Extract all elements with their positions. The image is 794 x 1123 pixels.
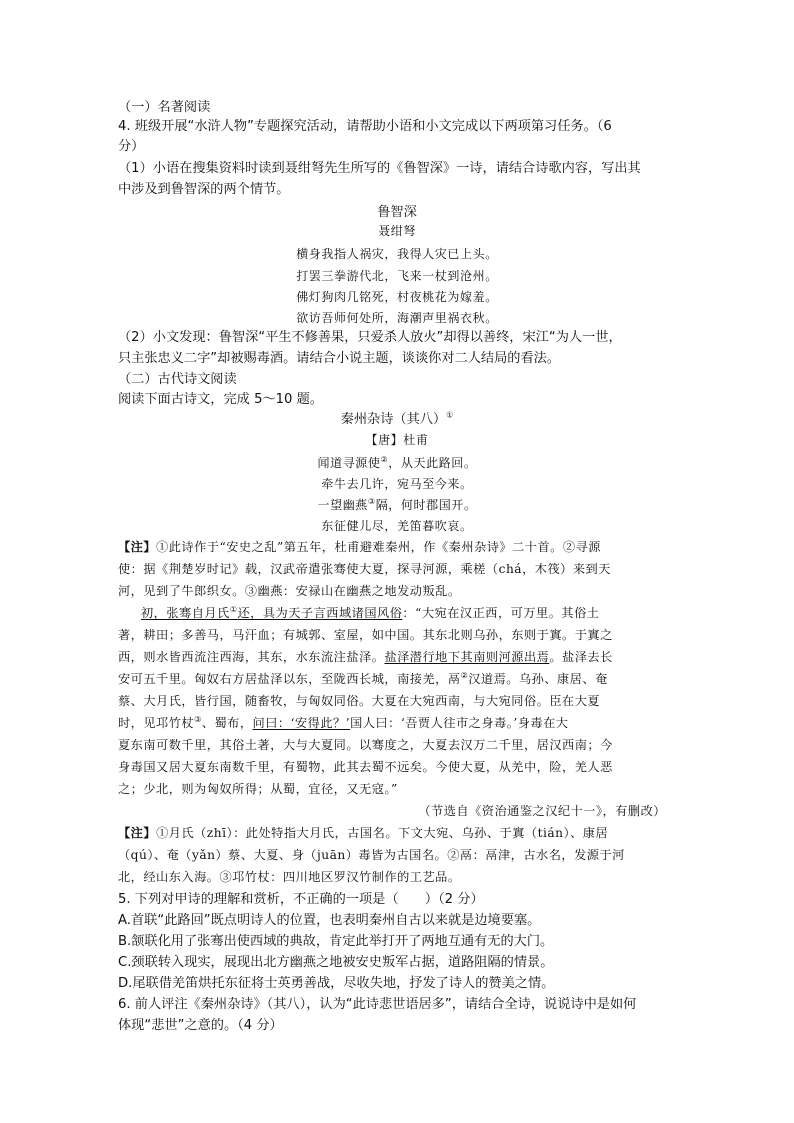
prose-line-4: 安可五千里。匈奴右方居盐泽以东，至陇西长城，南接羌，鬲②汉道焉。乌孙、康居、奄 xyxy=(118,670,608,686)
question-5-option-d: D.尾联借羌笛烘托东征将士英勇善战，尽收失地，抒发了诗人的赞美之情。 xyxy=(118,976,555,991)
prose-line-6: 时，见邛竹杖③、蜀布，问曰：‘安得此？’国人曰：‘吾贾人往市之身毒。’身毒在大 xyxy=(118,714,569,730)
poem-2-line-4: 东征健儿尽，羌笛暮吹哀。 xyxy=(321,519,473,533)
note-1-line-1: 【注】①此诗作于“安史之乱”第五年，杜甫避难秦州，作《秦州杂诗》二十首。②寻源 xyxy=(118,540,601,554)
task-2-line-1: （2）小文发现：鲁智深“平生不修善果，只爱杀人放火”却得以善终，宋江“为人一世， xyxy=(118,330,622,345)
note-2-line-1: 【注】①月氏（zhī）：此处特指大月氏，古国名。下文大宛、乌孙、于窴（tián）、康居 xyxy=(118,826,609,840)
poem-1-author: 聂绀弩 xyxy=(378,224,416,238)
note-1-line-2: 使：据《荆楚岁时记》载，汉武帝遣张骞使大夏，探寻河源，乘槎（chá，木筏）来到天 xyxy=(118,562,611,576)
poem-1-line-3: 佛灯狗肉几铭死，村夜桃花为嫁羞。 xyxy=(296,290,498,304)
note-2-line-3: 北，经山东入海。③邛竹杖：四川地区罗汉竹制作的工艺品。 xyxy=(118,870,461,884)
prose-line-7: 夏东南可数千里，其俗土著，大与大夏同。以骞度之，大夏去汉万二千里，居汉西南；今 xyxy=(118,738,613,752)
section-heading-famous-works: （一）名著阅读 xyxy=(118,100,211,115)
prose-line-8: 身毒国又居大夏东南数千里，有蜀物，此其去蜀不远矣。今使大夏，从羌中，险，羌人恶 xyxy=(118,760,613,774)
task-1-line-2: 中涉及到鲁智深的两个情节。 xyxy=(118,182,290,197)
reading-instruction: 阅读下面古诗文，完成 5～10 题。 xyxy=(118,392,323,407)
task-2-line-2: 只主张忠义二字”却被赐毒酒。请结合小说主题，谈谈你对二人结局的看法。 xyxy=(118,351,561,366)
poem-2-author: 【唐】杜甫 xyxy=(365,433,429,447)
prose-line-5: 蔡、大月氏，皆行国，随畜牧，与匈奴同俗。大夏在大宛西南，与大宛同俗。臣在大夏 xyxy=(118,694,601,708)
question-5-option-a: A.首联“此路回”既点明诗人的位置，也表明秦州自古以来就是边境要塞。 xyxy=(118,913,541,928)
question-5-option-b: B.颔联化用了张骞出使西域的典故，肯定此举打开了两地互通有无的大门。 xyxy=(118,934,554,949)
question-4-line-2: 分） xyxy=(118,139,145,154)
poem-1-line-2: 打罢三拳游代北，飞来一杖到沧州。 xyxy=(296,269,498,283)
poem-2-line-2: 牵牛去几许，宛马至今来。 xyxy=(321,477,473,491)
prose-line-3: 西，则水皆西流注西海，其东，水东流注盐泽。盐泽潜行地下其南则河源出焉。盐泽去长 xyxy=(118,650,613,664)
prose-source: （节选自《资治通鉴之汉纪十一》，有删改） xyxy=(418,804,666,818)
question-6-line-2: 体现“悲世”之意的。（4 分） xyxy=(118,1018,283,1033)
question-5-stem: 5. 下列对甲诗的理解和赏析，不正确的一项是（ ）（2 分） xyxy=(118,892,484,907)
note-2-line-2: （qú）、奄（yǎn）蔡、大夏、身（juān）毒皆为古国名。②鬲：鬲津，古水名，发源于河 xyxy=(118,848,625,862)
prose-line-9: 之；少北，则为匈奴所得；从蜀，宜径，又无寇。” xyxy=(118,782,398,796)
poem-1-line-1: 横身我指人祸灾，我得人灾已上头。 xyxy=(296,247,498,261)
question-4-line-1: 4. 班级开展“水浒人物”专题探究活动，请帮助小语和小文完成以下两项第习任务。（6 xyxy=(118,119,612,134)
underlined-sentence-1: 初，张骞自月氏①还，具为天子言西域诸国风俗 xyxy=(141,604,403,620)
poem-2-line-1: 闻道寻源使②，从天此路回。 xyxy=(317,455,477,470)
poem-2-line-3: 一望幽燕③隔，何时郡国开。 xyxy=(317,497,477,512)
poem-1-line-4: 欲访吾师何处所，海潮声里祸衣秋。 xyxy=(296,311,498,325)
note-1-line-3: 河，见到了牛郎织女。③幽燕：安禄山在幽燕之地发动叛乱。 xyxy=(118,584,461,598)
underlined-sentence-3: 问曰：‘安得此？’ xyxy=(252,716,351,730)
prose-line-2: 著，耕田；多善马，马汗血；有城郭、室屋，如中国。其东北则乌孙，东则于窴。于窴之 xyxy=(118,628,613,642)
poem-2-title: 秦州杂诗（其八）① xyxy=(340,410,454,427)
section-heading-ancient-poetry: （二）古代诗文阅读 xyxy=(118,372,237,387)
question-6-line-1: 6. 前人评注《秦州杂诗》（其八），认为“此诗悲世语居多”，请结合全诗，说说诗中是如何 xyxy=(118,997,637,1012)
underlined-sentence-2: 盐泽潜行地下其南则河源出焉 xyxy=(384,650,550,664)
poem-1-title: 鲁智深 xyxy=(377,205,417,220)
task-1-line-1: （1）小语在搜集资料时读到聂绀弩先生所写的《鲁智深》一诗，请结合诗歌内容，写出其 xyxy=(118,161,641,176)
question-5-option-c: C.颈联转入现实，展现出北方幽燕之地被安史叛军占据，道路阻隔的情景。 xyxy=(118,955,554,970)
prose-line-1: 初，张骞自月氏①还，具为天子言西域诸国风俗：“大宛在汉正西，可万里。其俗土 xyxy=(141,604,600,620)
